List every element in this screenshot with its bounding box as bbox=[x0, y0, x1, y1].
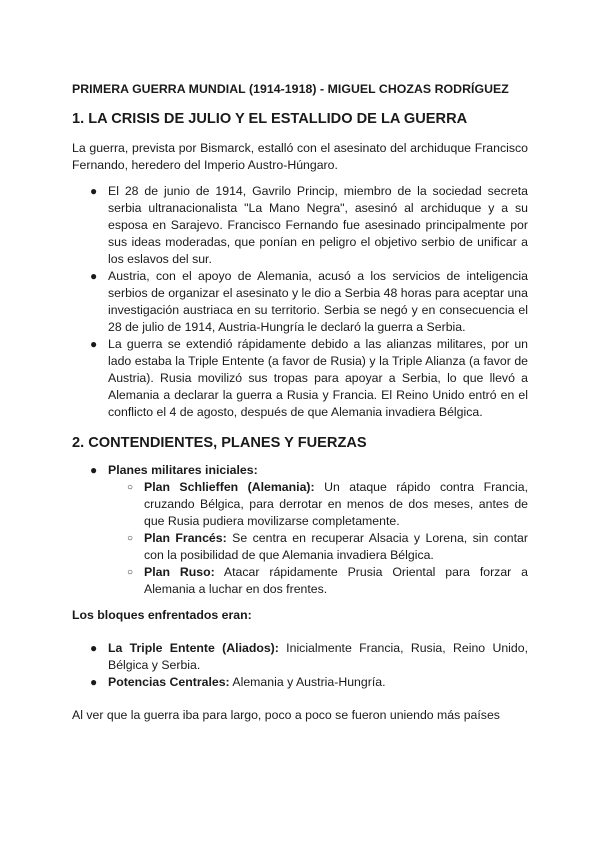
bullet-icon: ● bbox=[90, 337, 98, 351]
closing-paragraph: Al ver que la guerra iba para largo, poco a poco se fueron uniendo más países bbox=[72, 708, 500, 722]
list-item bbox=[90, 268, 528, 336]
hollow-bullet-icon: ○ bbox=[127, 533, 134, 544]
bloc-name: Potencias Centrales: bbox=[108, 675, 230, 689]
bullet-icon: ● bbox=[90, 675, 98, 689]
list-item bbox=[90, 336, 528, 421]
list-item bbox=[90, 462, 528, 598]
bloc-text: Inicialmente Francia, Rusia, Reino Unido, Bélgica y Serbia. bbox=[108, 641, 528, 672]
bullet-text: Austria, con el apoyo de Alemania, acusó a los servicios de inteligencia serbios de organizar el asesinato y le dio a Serbia 48 horas para aceptar una investigación austriaca en su territorio. Serbia se negó y en consecuencia el 28 de julio de 1914, Austria-Hungría le declaró la guerra a Serbia. bbox=[108, 269, 528, 334]
list-item bbox=[127, 564, 528, 598]
blocs-heading: Los bloques enfrentados eran: bbox=[72, 608, 252, 622]
plan-name: Plan Francés: bbox=[144, 531, 227, 545]
section-1-intro: La guerra, prevista por Bismarck, estalló con el asesinato del archiduque Francisco Fernando, heredero del Imperio Austro-Húngaro. bbox=[72, 141, 528, 172]
bullet-text: La guerra se extendió rápidamente debido a las alianzas militares, por un lado estaba la Triple Entente (a favor de Rusia) y la Triple Alianza (a favor de Austria). Rusia movilizó sus tropas para apoyar a Serbia, lo que llevó a Alemania a declarar la guerra a Rusia y Francia. El Reino Unido entró en el conflicto el 4 de agosto, después de que Alemania invadiera Bélgica. bbox=[108, 337, 528, 419]
plan-name: Plan Ruso: bbox=[144, 565, 215, 579]
plan-text: Se centra en recuperar Alsacia y Lorena, sin contar con la posibilidad de que Alemania invadiera Bélgica. bbox=[144, 531, 528, 562]
document-title: PRIMERA GUERRA MUNDIAL (1914-1918) - MIGUEL CHOZAS RODRÍGUEZ bbox=[72, 82, 509, 96]
bullet-icon: ● bbox=[90, 463, 98, 477]
document-page bbox=[72, 82, 528, 724]
list-item bbox=[127, 479, 528, 530]
bloc-text: Alemania y Austria-Hungría. bbox=[229, 675, 386, 689]
section-1-bullet-list bbox=[72, 183, 528, 421]
list-item bbox=[90, 183, 528, 268]
section-1-heading: 1. LA CRISIS DE JULIO Y EL ESTALLIDO DE LA GUERRA bbox=[72, 111, 468, 127]
plans-sublist bbox=[108, 479, 528, 598]
bullet-icon: ● bbox=[90, 184, 98, 198]
blocs-list bbox=[72, 640, 528, 691]
section-2-plans-list bbox=[72, 462, 528, 598]
bloc-name: La Triple Entente (Aliados): bbox=[108, 641, 279, 655]
plan-name: Plan Schlieffen (Alemania): bbox=[144, 480, 315, 494]
list-item bbox=[127, 530, 528, 564]
plan-text: Un ataque rápido contra Francia, cruzando Bélgica, para derrotar en menos de dos meses, antes de que Rusia pudiera movilizarse completamente. bbox=[144, 480, 528, 528]
bullet-icon: ● bbox=[90, 269, 98, 283]
section-2-heading: 2. CONTENDIENTES, PLANES Y FUERZAS bbox=[72, 435, 367, 451]
bullet-icon: ● bbox=[90, 641, 98, 655]
plans-label: Planes militares iniciales: bbox=[108, 463, 258, 477]
hollow-bullet-icon: ○ bbox=[127, 567, 134, 578]
list-item bbox=[90, 640, 528, 674]
hollow-bullet-icon: ○ bbox=[127, 482, 134, 493]
list-item bbox=[90, 674, 528, 691]
plan-text: Atacar rápidamente Prusia Oriental para forzar a Alemania a luchar en dos frentes. bbox=[144, 565, 528, 596]
bullet-text: El 28 de junio de 1914, Gavrilo Princip, miembro de la sociedad secreta serbia ultranacionalista "La Mano Negra", asesinó al archiduque y a su esposa en Sarajevo. Francisco Fernando fue asesinado principalmente por sus ideas moderadas, que ponían en peligro el objetivo serbio de unificar a los eslavos del sur. bbox=[108, 184, 528, 266]
